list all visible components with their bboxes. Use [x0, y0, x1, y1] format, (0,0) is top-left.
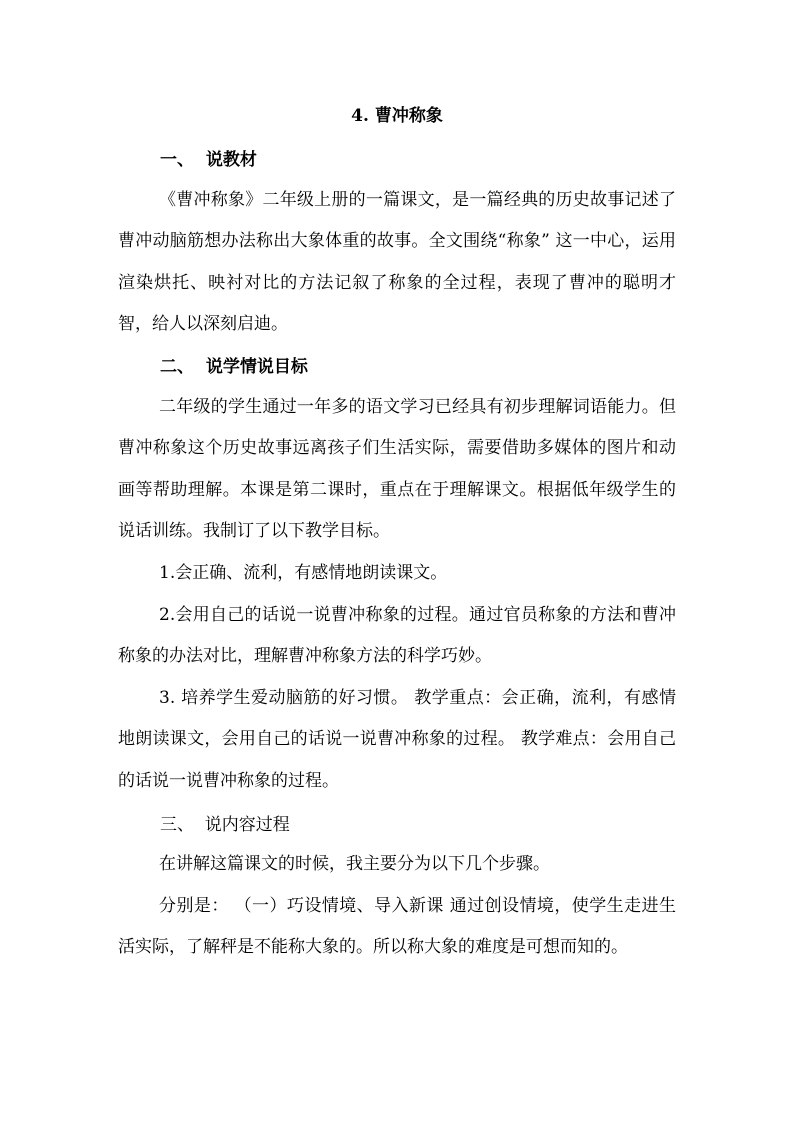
section-heading-textbook: 一、 说教材 [160, 150, 257, 170]
paragraph-steps: 分别是： （一）巧设情境、导入新课 通过创设情境，使学生走进生活实际，了解秤是不能称大象的。所以称大象的难度是可想而知的。 [118, 896, 676, 958]
goal-item-3: 3. 培养学生爱动脑筋的好习惯。 教学重点：会正确，流利，有感情地朗读课文，会用自己的话说一说曹冲称象的过程。 教学难点：会用自己的话说一说曹冲称象的过程。 [118, 688, 676, 791]
section-heading-process: 三、 说内容过程 [160, 815, 290, 835]
document-title: 4. 曹冲称象 [351, 106, 443, 126]
goal-item-2: 2.会用自己的话说一说曹冲称象的过程。通过官员称象的方法和曹冲称象的办法对比，理解曹冲称象方法的科学巧妙。 [118, 605, 676, 667]
paragraph-steps-intro: 在讲解这篇课文的时候，我主要分为以下几个步骤。 [159, 854, 550, 874]
paragraph-students: 二年级的学生通过一年多的语文学习已经具有初步理解词语能力。但曹冲称象这个历史故事远离孩子们生活实际，需要借助多媒体的图片和动画等帮助理解。本课是第二课时，重点在于理解课文。根据低年级学生的说话训练。我制订了以下教学目标。 [118, 397, 676, 541]
paragraph-textbook: 《曹冲称象》二年级上册的一篇课文，是一篇经典的历史故事记述了曹冲动脑筋想办法称出大象体重的故事。全文围绕“称象” 这一中心，运用渲染烘托、映衬对比的方法记叙了称象的全过程，表现了曹冲的聪明才智，给人以深刻启迪。 [118, 190, 676, 334]
goal-item-1: 1.会正确、流利，有感情地朗读课文。 [159, 563, 448, 583]
section-heading-students-goals: 二、 说学情说目标 [160, 357, 308, 377]
